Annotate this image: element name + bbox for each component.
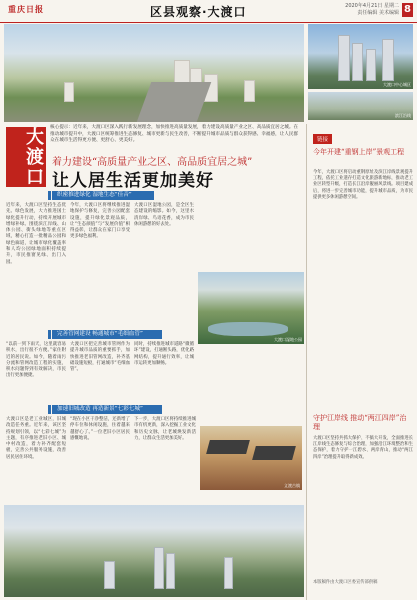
tower	[338, 35, 350, 81]
article-column: “以前一到下雨天，这里就容易积水，出行很不方便。”家住附近的居民说。如今，随着雨污分流和管网改造工程的实施，积水问题得到有效解决，市民出行更加便捷。	[6, 342, 66, 379]
section-title-bar: 加速旧城改造 再造新景“七彩七城”	[52, 405, 162, 414]
issue-meta	[345, 3, 399, 17]
skyline-photo	[308, 24, 413, 89]
byline: 本版稿件由大渡口区委宣传部供稿	[313, 580, 378, 585]
section-title-bar: 完善管网建设 畅通城市“毛细血管”	[52, 330, 162, 339]
photo-caption: 滨江沿线	[395, 113, 411, 118]
photo-caption: 义渡古镇	[284, 483, 300, 488]
lake	[208, 322, 288, 336]
article-column: 大渡口区把完善城市管网作为提升城市品质的重要抓手，加快推进老旧管网改造，补齐基础设施短板，打通城市“毛细血管”。	[70, 342, 130, 373]
paper-name: 重庆日报	[8, 4, 44, 14]
subheadline: 着力建设“高质量产业之区、高品质宜居之城”	[52, 157, 253, 168]
riverside-photo	[308, 92, 413, 120]
sidebar-text: 今年，大渡口区将启动重钢原址及滨江岸线景观提升工程，依托工业遗存打造文化旅游新地标，推动老工业区转型升级，打造长江沿岸靓丽风景线。项目建成后，将进一步完善城市功能，提升城市品质，为市民提供更多休闲游憩空间。	[313, 170, 413, 200]
page-number: 8	[402, 3, 413, 17]
issue-date: 2020年4月21日 星期二	[345, 3, 399, 9]
article-column: 今年，大渡口区将继续推进湿地保护与修复，完善公园配套设施，提升绿化景观品质，让“生态颜值”与“发展价值”相得益彰，让群众在家门口享受更多绿色福利。	[70, 203, 130, 240]
wetland-park-photo	[198, 272, 304, 344]
photo-caption: 大渡口中心城区	[383, 82, 411, 87]
building	[64, 82, 74, 102]
article-column: 同时，持续推进城市道路“微循环”建设，打通断头路，优化路网结构，提升通行效率，让城市运转更加顺畅。	[134, 342, 194, 366]
district-badge: 大渡口	[6, 127, 46, 187]
city-panorama-photo	[4, 24, 304, 122]
ancient-town-photo	[200, 426, 302, 490]
article-column: 近年来，大渡口区坚持生态优先、绿色发展，大力推进国土绿化提升行动，持续开展城市增绿补绿。围绕滨江岸线、山体公园、街头绿地等重点区域，精心打造一批精品公园和绿色廊道，让城市绿化覆盖率和人均公园绿地面积持续提升，市民推窗见绿、出门入园。	[6, 203, 66, 265]
tower	[352, 43, 363, 81]
section-title-bar: 织密推进绿化 湿地生态“佳音”	[52, 191, 154, 200]
tower	[366, 49, 376, 81]
tower	[166, 553, 175, 589]
masthead	[0, 0, 417, 23]
section-title: 区县观察·大渡口	[150, 5, 247, 19]
sidebar	[306, 124, 417, 600]
tower	[382, 39, 394, 81]
editor-line: 责任编辑 美术编辑	[357, 10, 399, 16]
sidebar-text: 大渡口区坚持共抓大保护、不搞大开发，全面推进长江岸线生态修复与综合治理，加强沿江环境整治和生态保护，着力守护一江碧水、两岸青山，推动“两江四岸”治理提升取得新成效。	[313, 436, 413, 460]
photo-caption: 大渡口湿地公园	[274, 337, 302, 342]
road	[137, 82, 212, 122]
sidebar-tag: 链接	[313, 134, 332, 144]
article-column: 大渡口区湿地公园，是全区生态建设的缩影。如今，这里水清岸绿、鸟语花香，成为市民休闲游憩的好去处。	[134, 203, 194, 227]
tower	[104, 561, 115, 589]
sidebar-title: 今年开建“重钢上岸”景观工程	[313, 148, 405, 156]
article-column: “现在小区干净整洁，还新增了停车位和休闲设施，住着越来越舒心了。”一位老旧小区居民感慨地说。	[70, 417, 130, 441]
intro-paragraph: 核心提示：近年来，大渡口区深入践行新发展理念，加快推进高质量发展，着力建设高质量产业之区、高品质宜居之城。在推动城市提升中，大渡口区统筹推进生态修复、城市更新与民生改善，不断提升城市品质与群众获得感、幸福感，让人民群众在城市生活得更方便、更舒心、更美好。	[50, 125, 299, 144]
sidebar-title: 守护江岸线 推动“两江四岸”治理	[313, 414, 407, 431]
article-column: 大渡口区是老工业城区，旧城改造任务重。近年来，该区坚持规划引领，以“七彩七城”为主题，有序推进老旧小区、城中村改造，着力补齐配套短板，完善公共服务设施，改善居民居住环境。	[6, 417, 66, 460]
cityscape-photo	[4, 505, 304, 597]
building	[244, 80, 255, 102]
roof	[206, 440, 250, 454]
roof	[252, 446, 296, 460]
tower	[154, 547, 164, 589]
headline: 让人居生活更加美好	[52, 171, 214, 191]
article-column: 下一步，大渡口区将持续推进城市有机更新，深入挖掘工业文化和历史文脉，让老城焕发新活力，让群众生活更加美好。	[134, 417, 196, 441]
tower	[224, 557, 233, 589]
